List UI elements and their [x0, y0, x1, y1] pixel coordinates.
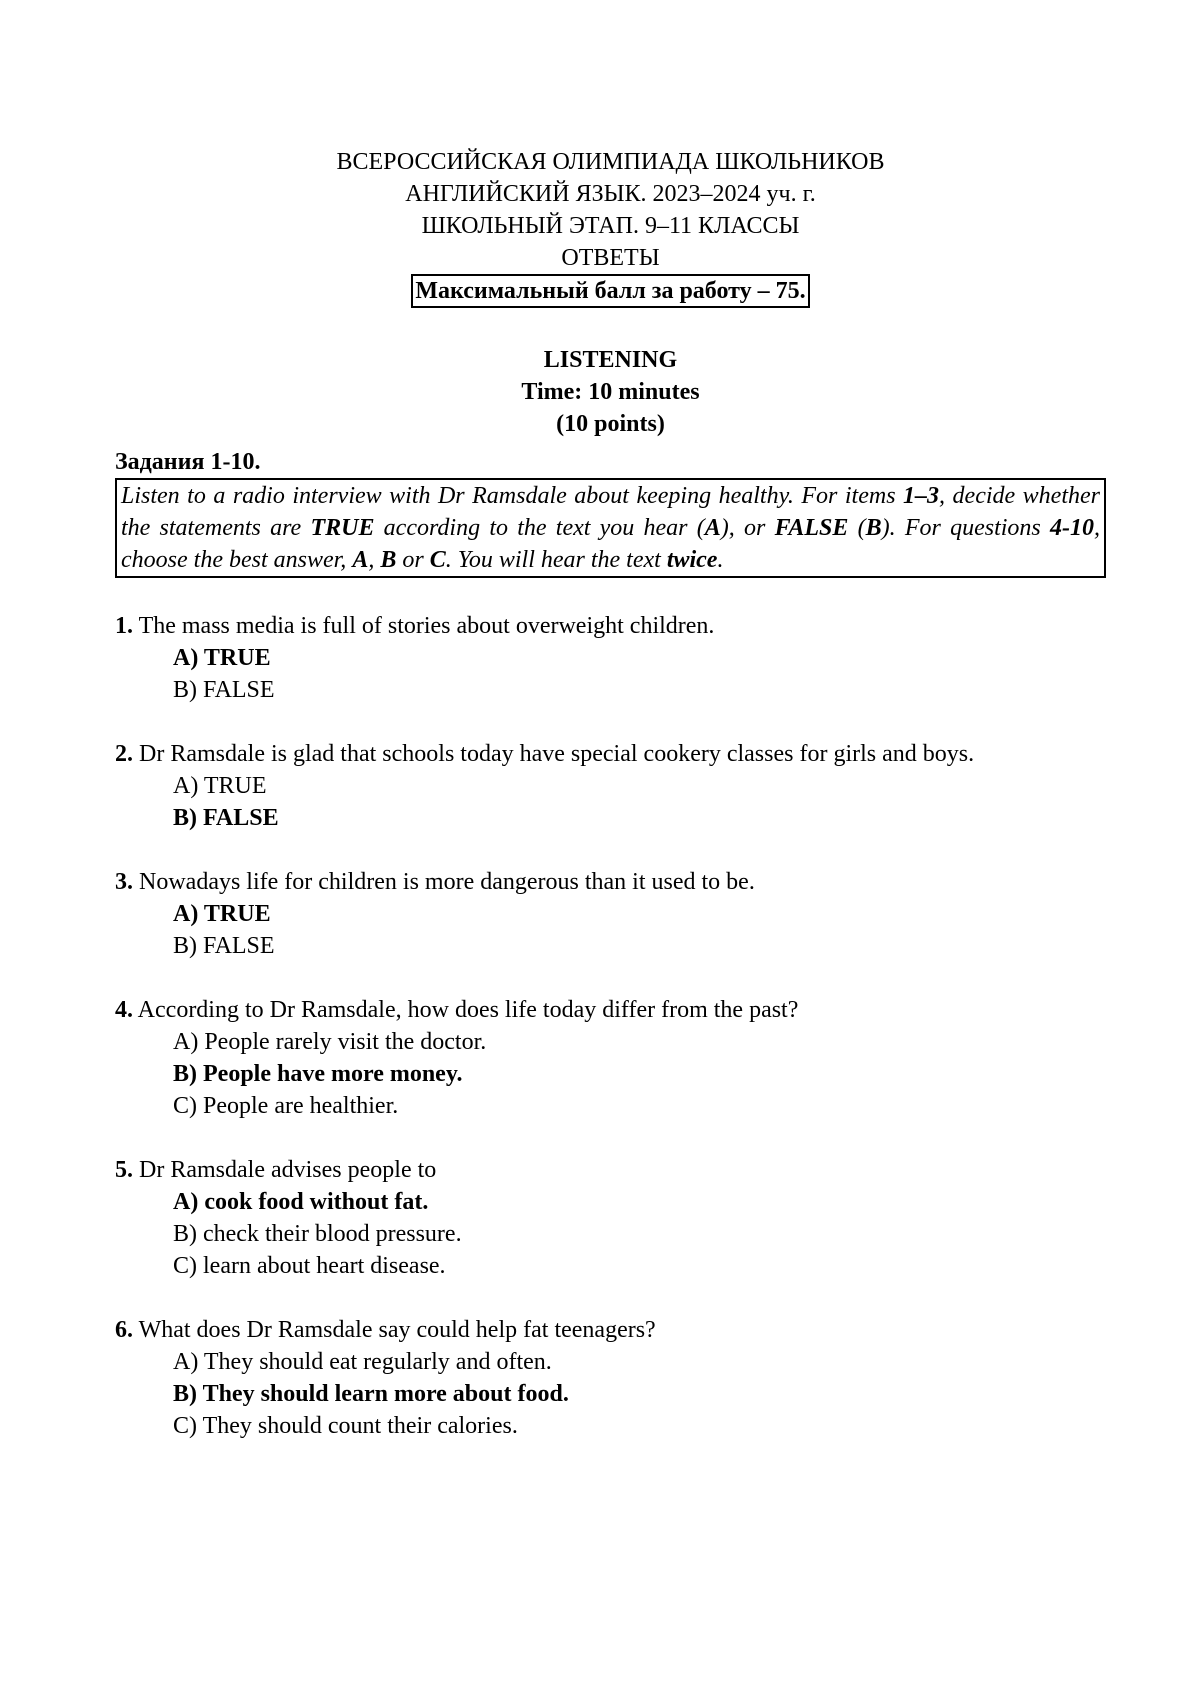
- instr-text: , choose the best answer,: [121, 515, 1100, 573]
- instr-items-range: 1–3: [903, 483, 940, 509]
- question-stem: According to Dr Ramsdale, how does life today differ from the past?: [133, 997, 799, 1023]
- question-5: [115, 1154, 1106, 1282]
- question-number: 3.: [115, 869, 133, 895]
- instr-text: ). For questions: [881, 515, 1050, 541]
- question-stem: The mass media is full of stories about overweight children.: [133, 613, 715, 639]
- instructions-box: [115, 478, 1106, 578]
- question-6: [115, 1314, 1106, 1442]
- question-text: [115, 1314, 1106, 1346]
- instr-text: Listen to a radio interview with Dr Ramsdale about keeping healthy. For items: [121, 483, 904, 509]
- question-stem: Dr Ramsdale advises people to: [133, 1157, 437, 1183]
- option: A) People rarely visit the doctor.: [173, 1029, 487, 1055]
- instr-twice: twice: [666, 547, 718, 573]
- question-text: [115, 1154, 1106, 1186]
- question-text: [115, 866, 1106, 898]
- instr-q-range: 4-10: [1050, 515, 1094, 541]
- question-number: 5.: [115, 1157, 133, 1183]
- question-text: [115, 738, 1106, 770]
- question-number: 4.: [115, 997, 133, 1023]
- instr-opt-a: A: [352, 547, 369, 573]
- question-stem: Dr Ramsdale is glad that schools today have special cookery classes for girls and boys.: [133, 741, 975, 767]
- option-correct: B) They should learn more about food.: [173, 1381, 569, 1407]
- option: A) TRUE: [173, 773, 267, 799]
- option-correct: A) cook food without fat.: [173, 1189, 429, 1215]
- task-label: Задания 1-10.: [115, 449, 261, 475]
- instr-false: FALSE: [774, 515, 849, 541]
- section-time: Time: 10 minutes: [521, 379, 700, 405]
- option-correct: A) TRUE: [173, 645, 271, 671]
- max-score-row: [115, 274, 1106, 310]
- question-2: [115, 738, 1106, 834]
- option: C) People are healthier.: [173, 1093, 399, 1119]
- olympiad-title: ВСЕРОССИЙСКАЯ ОЛИМПИАДА ШКОЛЬНИКОВ: [336, 149, 885, 175]
- instr-text: (: [848, 515, 866, 541]
- stage-grades: ШКОЛЬНЫЙ ЭТАП. 9–11 КЛАССЫ: [421, 213, 800, 239]
- question-3: [115, 866, 1106, 962]
- section-title: LISTENING: [543, 347, 678, 373]
- instr-text: ), or: [720, 515, 775, 541]
- answer-sheet-page: [115, 146, 1106, 1442]
- question-number: 2.: [115, 741, 133, 767]
- option: C) They should count their calories.: [173, 1413, 518, 1439]
- instr-b: B: [865, 515, 882, 541]
- instr-text: according to the text you hear (: [374, 515, 705, 541]
- max-score-box: Максимальный балл за работу – 75.: [411, 274, 809, 308]
- question-stem: Nowadays life for children is more dangerous than it used to be.: [133, 869, 755, 895]
- instr-text: or: [396, 547, 430, 573]
- question-stem: What does Dr Ramsdale say could help fat teenagers?: [133, 1317, 656, 1343]
- instr-opt-c: C: [429, 547, 446, 573]
- option: A) They should eat regularly and often.: [173, 1349, 552, 1375]
- instr-text: . You will hear the text: [445, 547, 667, 573]
- option: B) check their blood pressure.: [173, 1221, 462, 1247]
- option-correct: B) FALSE: [173, 805, 279, 831]
- question-4: [115, 994, 1106, 1122]
- option: B) FALSE: [173, 933, 275, 959]
- question-text: [115, 994, 1106, 1026]
- instr-text: , decide whether the statements are: [121, 483, 1100, 541]
- instr-true: TRUE: [310, 515, 375, 541]
- option: C) learn about heart disease.: [173, 1253, 446, 1279]
- question-number: 6.: [115, 1317, 133, 1343]
- option: B) FALSE: [173, 677, 275, 703]
- instr-text: .: [717, 547, 724, 573]
- subject-year: АНГЛИЙСКИЙ ЯЗЫК. 2023–2024 уч. г.: [405, 181, 816, 207]
- instr-opt-b: B: [380, 547, 397, 573]
- question-text: [115, 610, 1106, 642]
- option-correct: B) People have more money.: [173, 1061, 463, 1087]
- option-correct: A) TRUE: [173, 901, 271, 927]
- instr-text: ,: [368, 547, 381, 573]
- section-points: (10 points): [556, 411, 665, 437]
- question-1: [115, 610, 1106, 706]
- answers-heading: ОТВЕТЫ: [561, 245, 660, 271]
- instr-a: A: [704, 515, 721, 541]
- question-number: 1.: [115, 613, 133, 639]
